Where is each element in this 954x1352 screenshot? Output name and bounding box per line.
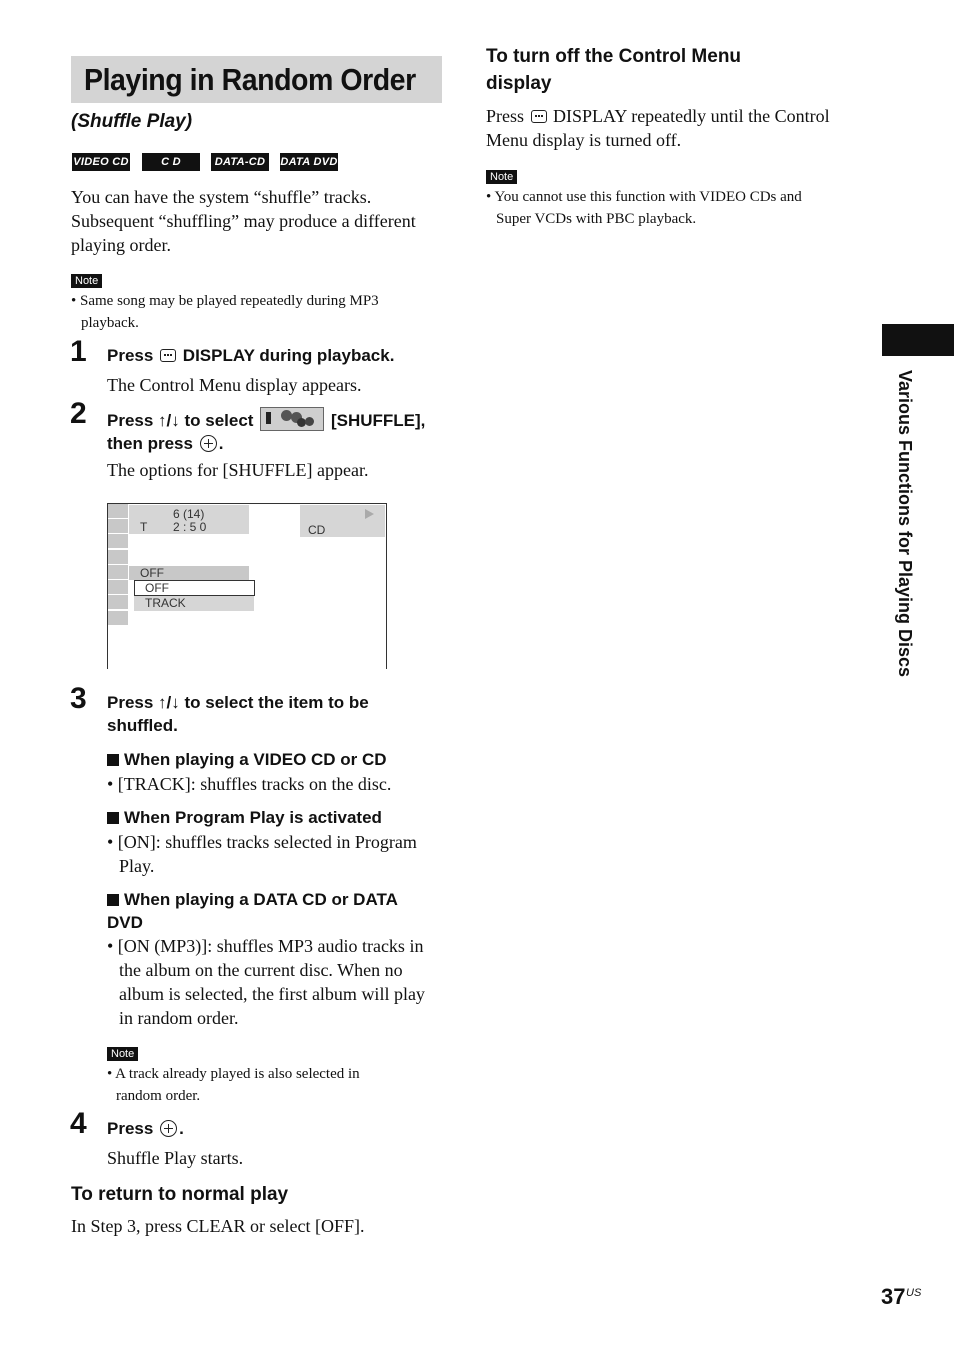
step-2-heading <box>107 407 452 455</box>
badge-data-dvd: DATA DVD <box>280 153 338 171</box>
option-off[interactable] <box>134 580 255 596</box>
page-subtitle: (Shuffle Play) <box>71 111 193 132</box>
step-3-heading <box>107 691 452 737</box>
off-heading-line: To turn off the Control Menu <box>486 46 742 67</box>
off-heading <box>486 43 866 97</box>
option-off-label: OFF <box>145 581 169 595</box>
note-line: • You cannot use this function with VIDEO CDs and <box>486 189 802 205</box>
display-button-icon <box>160 349 176 362</box>
intro-line: Subsequent “shuffling” may produce a different <box>71 211 416 231</box>
track-count: 6 (14) <box>173 507 205 521</box>
note-line: playback. <box>81 315 139 331</box>
intro-line: playing order. <box>71 235 171 255</box>
section-tab <box>882 324 954 356</box>
time-label: T <box>140 520 148 534</box>
step-1-press: Press <box>107 346 154 365</box>
step-2-heading-c: then press <box>107 434 193 453</box>
note-line: random order. <box>116 1088 201 1104</box>
intro-line: You can have the system “shuffle” tracks. <box>71 187 372 207</box>
sub3-line: in random order. <box>119 1008 239 1028</box>
menu-icon-slot <box>108 611 128 626</box>
page-region: US <box>906 1287 922 1299</box>
sub3-line: • [ON (MP3)]: shuffles MP3 audio tracks in <box>107 936 424 956</box>
option-track-label: TRACK <box>145 596 186 610</box>
step-2-heading-b: [SHUFFLE], <box>330 411 426 430</box>
step-number: 1 <box>70 335 87 368</box>
step-3-note <box>107 1063 452 1107</box>
shuffle-icon <box>260 407 324 431</box>
option-track[interactable] <box>134 596 254 611</box>
menu-icon-slot <box>108 550 128 565</box>
menu-icon-slot <box>108 534 128 549</box>
display-button-icon <box>531 110 547 123</box>
step-1-body: The Control Menu display appears. <box>107 375 362 395</box>
sub-heading-text: When playing a DATA CD or DATA <box>124 890 398 909</box>
step-number: 2 <box>70 397 87 430</box>
badge-data-cd: DATA-CD <box>211 153 269 171</box>
sub-heading-text: When playing a VIDEO CD or CD <box>124 750 387 769</box>
return-body: In Step 3, press CLEAR or select [OFF]. <box>71 1216 365 1236</box>
sub2-item <box>107 830 452 878</box>
step-4-end: . <box>179 1119 184 1138</box>
sub-heading-text: DVD <box>107 913 143 932</box>
step-4-body: Shuffle Play starts. <box>107 1148 244 1168</box>
enter-button-icon <box>160 1120 177 1137</box>
note-line: Super VCDs with PBC playback. <box>496 211 697 227</box>
square-bullet-icon <box>107 812 119 824</box>
note-line: • Same song may be played repeatedly during MP3 <box>71 293 379 309</box>
section-label: Various Functions for Playing Discs <box>895 370 915 678</box>
sub3-line: the album on the current disc. When no <box>119 960 403 980</box>
elapsed-time: 2 : 5 0 <box>173 520 207 534</box>
off-body-text: Menu display is turned off. <box>486 130 682 150</box>
control-menu-display <box>107 503 387 669</box>
step-3-heading-line: Press ↑/↓ to select the item to be <box>107 693 369 712</box>
step-2-body: The options for [SHUFFLE] appear. <box>107 460 369 480</box>
step-number: 3 <box>70 682 87 715</box>
note-label: Note <box>486 170 517 184</box>
sub-heading-video-cd <box>107 748 387 771</box>
step-4-press: Press <box>107 1119 154 1138</box>
current-setting: OFF <box>140 566 164 580</box>
sub2-line: • [ON]: shuffles tracks selected in Program <box>107 832 417 852</box>
sub2-line: Play. <box>119 856 155 876</box>
note-label: Note <box>71 274 102 288</box>
note-label: Note <box>107 1047 138 1061</box>
sub3-item <box>107 934 452 1030</box>
step-number: 4 <box>70 1107 87 1140</box>
step-1-heading <box>107 344 447 367</box>
step-2-heading-end: . <box>218 434 224 453</box>
sub1-item: • [TRACK]: shuffles tracks on the disc. <box>107 774 392 794</box>
off-note <box>486 186 886 230</box>
play-icon <box>365 509 374 519</box>
step-1-heading-text: DISPLAY during playback. <box>182 346 395 365</box>
page-title: Playing in Random Order <box>84 62 416 97</box>
off-body-press: Press <box>486 106 525 126</box>
step-4-heading <box>107 1117 184 1140</box>
menu-icon-slot <box>108 565 128 580</box>
menu-icon-slot <box>108 504 128 519</box>
off-heading-line: display <box>486 73 552 94</box>
sub3-line: album is selected, the first album will play <box>119 984 425 1004</box>
intro-text <box>71 185 451 257</box>
badge-video-cd: VIDEO CD <box>72 153 130 171</box>
note-text <box>71 290 451 334</box>
badge-cd: C D <box>142 153 200 171</box>
page-number: 37 <box>881 1284 906 1309</box>
step-3-heading-line: shuffled. <box>107 716 178 735</box>
note-line: • A track already played is also selected in <box>107 1066 360 1082</box>
enter-button-icon <box>200 435 217 452</box>
menu-icon-slot <box>108 580 128 595</box>
square-bullet-icon <box>107 754 119 766</box>
sub-heading-program-play <box>107 806 382 829</box>
menu-icon-slot <box>108 519 128 534</box>
return-heading: To return to normal play <box>71 1184 289 1205</box>
off-body-text: DISPLAY repeatedly until the Control <box>553 106 830 126</box>
sub-heading-text: When Program Play is activated <box>124 808 382 827</box>
square-bullet-icon <box>107 894 119 906</box>
disc-type: CD <box>308 523 326 537</box>
sub-heading-data-cd <box>107 888 452 934</box>
menu-icon-slot <box>108 595 128 610</box>
off-body <box>486 104 866 152</box>
step-2-heading-a: Press ↑/↓ to select <box>107 411 254 430</box>
